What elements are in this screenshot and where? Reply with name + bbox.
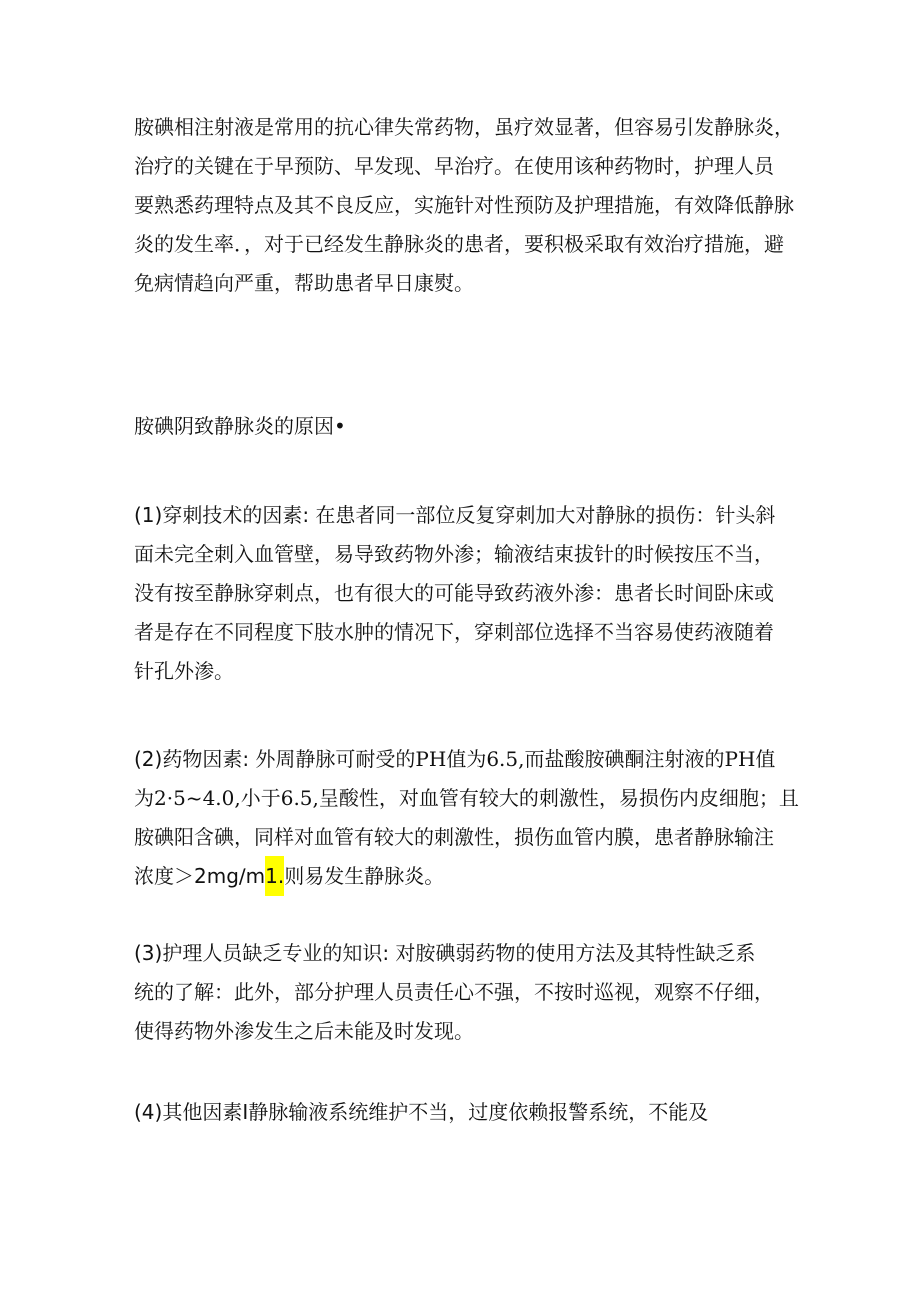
cause-4-paragraph xyxy=(134,1093,794,1132)
text-line xyxy=(134,857,794,896)
text-line: 治疗的关键在于早预防、早发现、早治疗。在使用该种药物时，护理人员 xyxy=(134,154,774,178)
cause-2-text: 外周静脉可耐受的PH值为6.5,而盐酸胺碘酮注射液的PH值 xyxy=(249,747,776,771)
cause-4-label: (4)其他因素I xyxy=(134,1100,249,1124)
cause-1-paragraph xyxy=(134,496,794,691)
text-line xyxy=(134,496,794,535)
text-line: 要熟悉药理特点及其不良反应，实施针对性预防及护理措施，有效降低静脉 xyxy=(134,193,794,217)
text-line: 为2·5~4.0,小于6.5,呈酸性，对血管有较大的刺激性，易损伤内皮细胞；且 xyxy=(134,786,799,810)
section-heading: 胺碘阴致静脉炎的原因• xyxy=(134,414,346,438)
intro-paragraph xyxy=(134,108,794,303)
text-line: 面未完全刺入血管壁，易导致药物外渗；输液结束拔针的时候按压不当， xyxy=(134,542,774,566)
cause-1-label: (1)穿刺技术的因素: xyxy=(134,503,310,527)
text-line: 胺碘相注射液是常用的抗心律失常药物，虽疗效显著，但容易引发静脉炎， xyxy=(134,115,794,139)
highlighted-text: 1. xyxy=(265,856,284,896)
cause-3-paragraph xyxy=(134,934,794,1051)
text-line xyxy=(134,740,794,779)
text-line: 使得药物外渗发生之后未能及时发现。 xyxy=(134,1019,474,1043)
cause-2-tail: 则易发生静脉炎。 xyxy=(284,864,445,888)
cause-3-text: 对胺碘弱药物的使用方法及其特性缺乏系 xyxy=(389,941,756,965)
cause-3-label: (3)护理人员缺乏专业的知识: xyxy=(134,941,390,965)
text-line: 免病情趋向严重，帮助患者早日康熨。 xyxy=(134,271,474,295)
text-line xyxy=(134,1093,794,1132)
text-line: 者是存在不同程度下肢水肿的情况下，穿刺部位选择不当容易使药液随着 xyxy=(134,620,774,644)
text-line: 没有按至静脉穿刺点，也有很大的可能导致药液外渗：患者长时间卧床或 xyxy=(134,581,774,605)
text-line: 胺碘阳含碘，同样对血管有较大的刺激性，损伤血管内膜，患者静脉输注 xyxy=(134,825,774,849)
text-line xyxy=(134,934,794,973)
cause-2-paragraph xyxy=(134,740,799,896)
cause-2-label: (2)药物因素: xyxy=(134,747,250,771)
cause-4-text: 静脉输液系统维护不当，过度依赖报警系统，不能及 xyxy=(248,1100,709,1124)
text-line: 针孔外渗。 xyxy=(134,659,234,683)
cause-1-text: 在患者同一部位反复穿刺加大对静脉的损伤：针头斜 xyxy=(309,503,776,527)
text-line: 炎的发生率．，对于已经发生静脉炎的患者，要积极采取有效治疗措施，避 xyxy=(134,232,784,256)
text-line: 统的了解：此外，部分护理人员责任心不强，不按时巡视，观察不仔细， xyxy=(134,980,774,1004)
concentration-text: 浓度＞2mg∕m xyxy=(134,864,266,888)
